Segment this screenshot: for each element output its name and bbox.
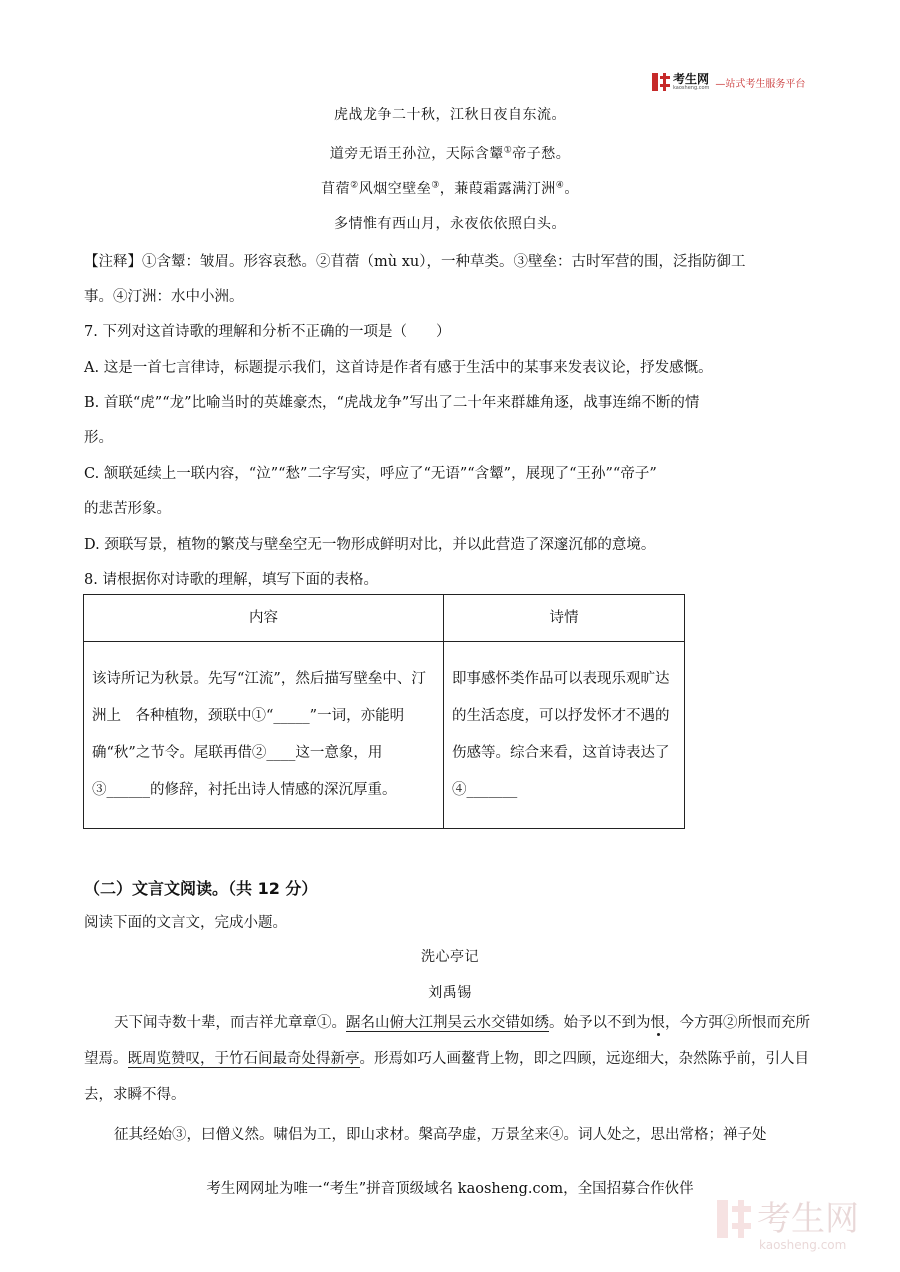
watermark: [717, 1200, 859, 1252]
table-header-emotion: 诗情: [444, 595, 685, 642]
poem-line-3: [0, 178, 900, 198]
q8-stem: 8. 请根据你对诗歌的理解，填写下面的表格。: [84, 572, 378, 588]
essay-text: ，今方弭②所恨而充所望焉。: [84, 1015, 810, 1067]
essay-title: 洗心亭记: [421, 949, 479, 965]
kaosheng-logo-icon: [652, 73, 670, 91]
essay-author: 刘禹锡: [428, 985, 472, 1001]
poem-text: 帝子愁。: [512, 146, 571, 162]
essay-text: 。始予以不到为: [549, 1015, 651, 1031]
poem-line-1: 虎战龙争二十秋，江秋日夜自东流。: [334, 107, 566, 123]
table-row: [84, 642, 685, 829]
notes-line-1: 【注释】①含颦：皱眉。形容哀愁。②苜蓿（mù xu），一种草类。③壁垒：古时军营的围，泛指防御工: [84, 254, 746, 270]
q7-option-b: B. 首联“虎”“龙”比喻当时的英雄豪杰，“虎战龙争”写出了二十年来群雄角逐，战事连绵不断的情: [84, 395, 700, 411]
underlined-sentence: 踞名山俯大江荆吴云水交错如绣: [346, 1015, 549, 1031]
watermark-domain: kaosheng.com: [759, 1238, 847, 1252]
poem-text: 。: [564, 181, 579, 197]
poem-line-2: [0, 143, 900, 163]
underlined-sentence: 既周览赞叹，于竹石间最奇处得新亭: [127, 1051, 360, 1067]
notes-line-2: 事。④汀洲：水中小洲。: [84, 289, 244, 305]
brand-domain: kaosheng.com: [673, 85, 710, 91]
note-marker: ③: [431, 180, 440, 191]
poem-text: 苜蓿: [321, 181, 351, 197]
note-marker: ①: [503, 145, 513, 156]
q7-stem: 7. 下列对这首诗歌的理解和分析不正确的一项是（ ）: [84, 324, 451, 340]
watermark-logo-icon: [717, 1200, 751, 1238]
essay-text: 。形焉如巧人画鳌背上物，即之四顾，远迩细大，杂然陈乎前，引人目去，求瞬不得。: [84, 1051, 809, 1103]
section-title: （二）文言文阅读。（共 12 分）: [84, 879, 318, 898]
table-cell-emotion: 即事感怀类作品可以表现乐观旷达的生活态度，可以抒发怀才不遇的伤感等。综合来看，这首诗表达了④_______: [444, 642, 685, 829]
table-header-row: [84, 595, 685, 642]
watermark-text: 考生网: [757, 1199, 859, 1239]
section-intro: 阅读下面的文言文，完成小题。: [84, 915, 287, 931]
brand-slogan: —站式考生服务平台: [715, 78, 806, 90]
poem-line-4: 多情惟有西山月，永夜依依照白头。: [334, 216, 566, 232]
header-logo[interactable]: [652, 72, 805, 92]
poem-text: 道旁无语王孙泣，天际含颦: [329, 146, 504, 162]
page-footer: 考生网网址为唯一“考生”拼音顶级域名 kaosheng.com，全国招募合作伙伴: [206, 1181, 694, 1197]
note-marker: ②: [350, 180, 359, 191]
poem-text: 风烟空壁垒: [358, 181, 432, 197]
essay-paragraph-2: 征其经始③，曰僧义然。啸侣为工，即山求材。槃高孕虚，万景坌来④。词人处之，思出常格；禅子处: [114, 1127, 767, 1143]
table-header-content: 内容: [84, 595, 444, 642]
note-marker: ④: [555, 180, 565, 191]
q7-option-a: A. 这是一首七言律诗，标题提示我们，这首诗是作者有感于生活中的某事来发表议论，抒发感慨。: [84, 360, 713, 376]
table-cell-content: 该诗所记为秋景。先写“江流”，然后描写壁垒中、汀洲上 各种植物，颈联中①“_____”一词，亦能明确“秋”之节令。尾联再借②____这一意象，用③______的修辞，衬托出诗人情感的深沉厚重。: [84, 642, 444, 829]
q8-table: [83, 594, 685, 829]
dotted-word: 恨: [650, 1015, 665, 1031]
brand-name: 考生网: [673, 72, 710, 86]
essay-paragraph-1: [84, 1005, 824, 1113]
q7-option-b-cont: 形。: [84, 430, 113, 446]
q7-option-c-cont: 的悲苦形象。: [84, 501, 171, 517]
q7-option-c: C. 颔联延续上一联内容，“泣”“愁”二字写实，呼应了“无语”“含颦”，展现了“王孙”“帝子”: [84, 466, 657, 482]
essay-text: 天下闻寺数十辈，而吉祥尤章章①。: [114, 1015, 346, 1031]
q7-option-d: D. 颈联写景，植物的繁茂与壁垒空无一物形成鲜明对比，并以此营造了深邃沉郁的意境。: [84, 537, 656, 553]
poem-text: ，蒹葭霜露满汀洲: [439, 181, 556, 197]
